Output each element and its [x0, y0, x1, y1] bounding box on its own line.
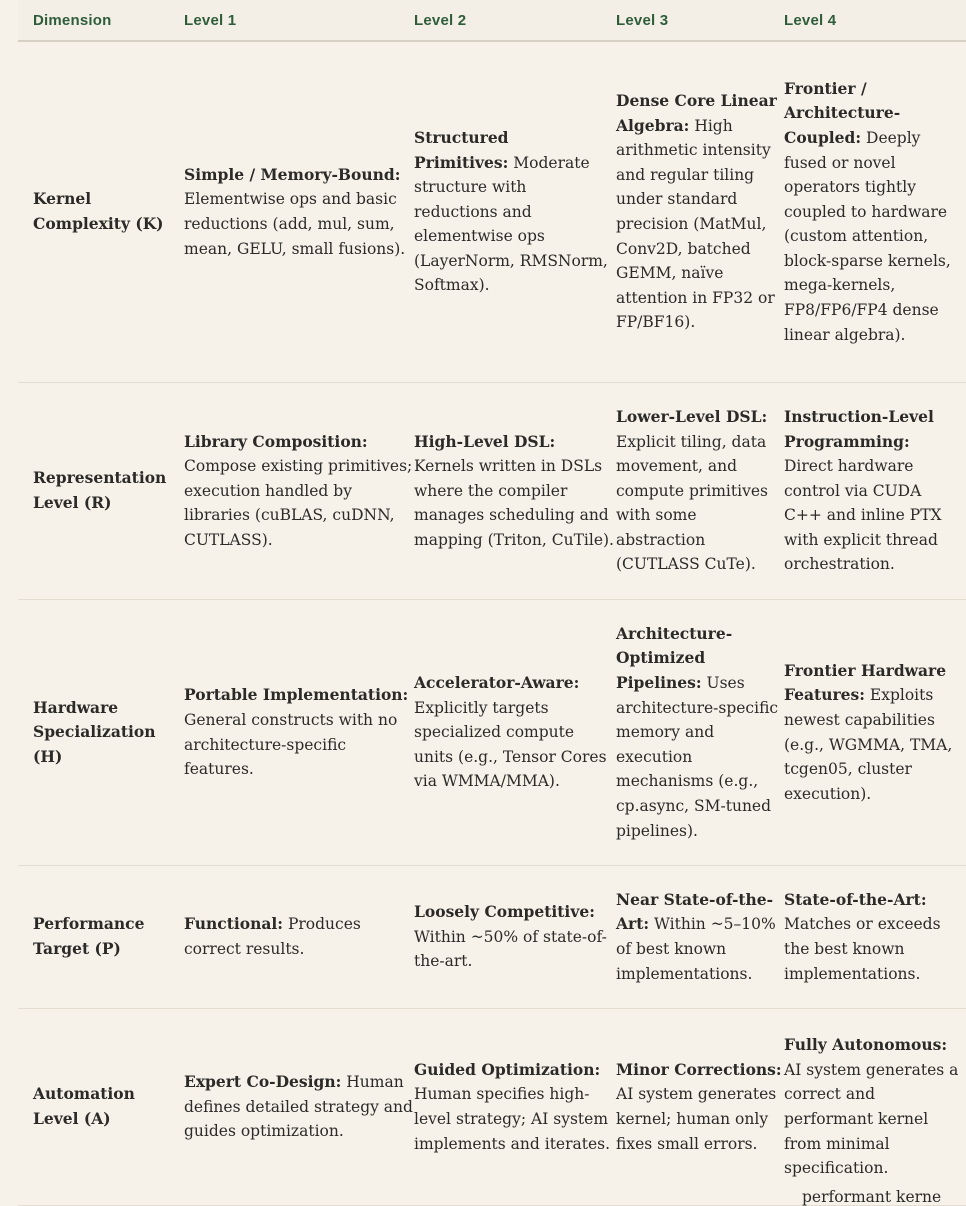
level-title: Lower-Level DSL:	[616, 406, 768, 426]
level-title: Frontier Hardware Features:	[784, 660, 947, 705]
table-row	[18, 866, 966, 1009]
header-level-3: Level 3	[616, 11, 669, 29]
level-title: Dense Core Linear Algebra:	[616, 91, 777, 135]
level-description: Within ~5–10% of best known implementations.	[616, 915, 776, 983]
level-description: Compose existing primitives; execution handled by libraries (cuBLAS, cuDNN, CUTLASS).	[184, 457, 413, 549]
level-description: Within ~50% of state-of-the-art.	[414, 927, 607, 971]
header-level-4: Level 4	[784, 11, 837, 29]
level-description: Direct hardware control via CUDA C++ and inline PTX with explicit thread orchestration.	[784, 457, 942, 574]
level-title: Portable Implementation:	[184, 685, 409, 705]
table-row	[18, 42, 966, 383]
level-title: Accelerator-Aware:	[414, 673, 580, 693]
level-title: Fully Autonomous:	[784, 1035, 948, 1055]
cut-off-text: performant kerne	[802, 1188, 942, 1206]
level-cell	[184, 683, 414, 781]
level-cell	[616, 405, 784, 577]
level-title: Minor Corrections:	[616, 1059, 782, 1079]
level-cell	[784, 77, 966, 348]
level-description: Kernels written in DSLs where the compiler manages scheduling and mapping (Triton, CuTile).	[414, 457, 614, 549]
level-title: Architecture-Optimized Pipelines:	[616, 623, 733, 693]
table-row	[18, 383, 966, 600]
level-title: Library Composition:	[184, 431, 368, 451]
level-description: Produces correct results.	[184, 915, 361, 958]
level-description: Uses architecture-specific memory and execution mechanisms (e.g., cp.async, SM-tuned pipelines).	[616, 674, 779, 840]
header-level-2: Level 2	[414, 11, 467, 29]
level-description: Explicit tiling, data movement, and compute primitives with some abstraction (CUTLASS CuTe).	[616, 432, 768, 574]
level-cell	[414, 900, 616, 974]
dimension-cell: Hardware Specialization (H)	[33, 697, 156, 766]
level-cell	[184, 1070, 414, 1144]
level-cell	[414, 126, 616, 298]
level-title: Instruction-Level Programming:	[784, 406, 934, 451]
level-description: Human specifies high-level strategy; AI system implements and iterates.	[414, 1085, 611, 1153]
level-cell	[414, 671, 616, 794]
level-cell	[784, 405, 966, 577]
level-title: Frontier / Architecture-Coupled:	[784, 78, 901, 147]
level-cell	[616, 89, 784, 335]
dimension-cell: Kernel Complexity (K)	[33, 189, 164, 233]
level-description: AI system generates kernel; human only fixes small errors.	[616, 1085, 777, 1153]
level-title: Guided Optimization:	[414, 1059, 601, 1079]
table-row	[18, 1009, 966, 1206]
level-title: Expert Co-Design:	[184, 1072, 342, 1092]
level-title: Structured Primitives:	[414, 127, 509, 172]
dimension-cell: Representation Level (R)	[33, 468, 167, 512]
header-dimension: Dimension	[33, 11, 112, 29]
level-description: General constructs with no architecture-specific features.	[184, 710, 398, 779]
level-cell	[616, 622, 784, 843]
level-cell	[184, 430, 414, 553]
level-description: AI system generates a correct and performant kernel from minimal specification.	[784, 1060, 959, 1178]
level-title: Loosely Competitive:	[414, 902, 595, 922]
level-cell	[414, 430, 616, 553]
dimension-cell: Performance Target (P)	[33, 914, 145, 958]
level-cell	[184, 163, 414, 261]
table-row	[18, 600, 966, 866]
level-cell	[784, 659, 966, 807]
level-description: Moderate structure with reductions and elementwise ops (LayerNorm, RMSNorm, Softmax).	[414, 153, 608, 295]
dimension-cell: Automation Level (A)	[33, 1084, 135, 1128]
level-description: Deeply fused or novel operators tightly coupled to hardware (custom attention, block-sparse kernels, mega-kernels, FP8/FP6/FP4 dense linear algebra).	[784, 128, 951, 344]
level-title: Near State-of-the-Art:	[616, 889, 774, 934]
level-cell	[184, 912, 414, 961]
level-description: Matches or exceeds the best known implementations.	[784, 915, 941, 983]
level-title: State-of-the-Art:	[784, 889, 927, 909]
level-cell	[414, 1058, 616, 1156]
level-description: Human defines detailed strategy and guides optimization.	[184, 1073, 413, 1141]
level-description: Exploits newest capabilities (e.g., WGMMA, TMA, tcgen05, cluster execution).	[784, 686, 953, 803]
level-cell	[616, 1058, 784, 1156]
level-title: Functional:	[184, 914, 284, 934]
levels-table	[18, 0, 966, 1206]
level-title: Simple / Memory-Bound:	[184, 164, 401, 184]
level-cell	[616, 888, 784, 986]
level-cell	[784, 1033, 966, 1181]
header-level-1: Level 1	[184, 11, 237, 29]
level-cell	[784, 888, 966, 986]
level-title: High-Level DSL:	[414, 431, 556, 451]
level-description: High arithmetic intensity and regular tiling under standard precision (MatMul, Conv2D, batched GEMM, naïve attention in FP32 or FP/BF16).	[616, 116, 775, 332]
level-description: Explicitly targets specialized compute units (e.g., Tensor Cores via WMMA/MMA).	[414, 698, 607, 791]
table-header	[18, 0, 966, 42]
level-description: Elementwise ops and basic reductions (add, mul, sum, mean, GELU, small fusions).	[184, 190, 406, 258]
